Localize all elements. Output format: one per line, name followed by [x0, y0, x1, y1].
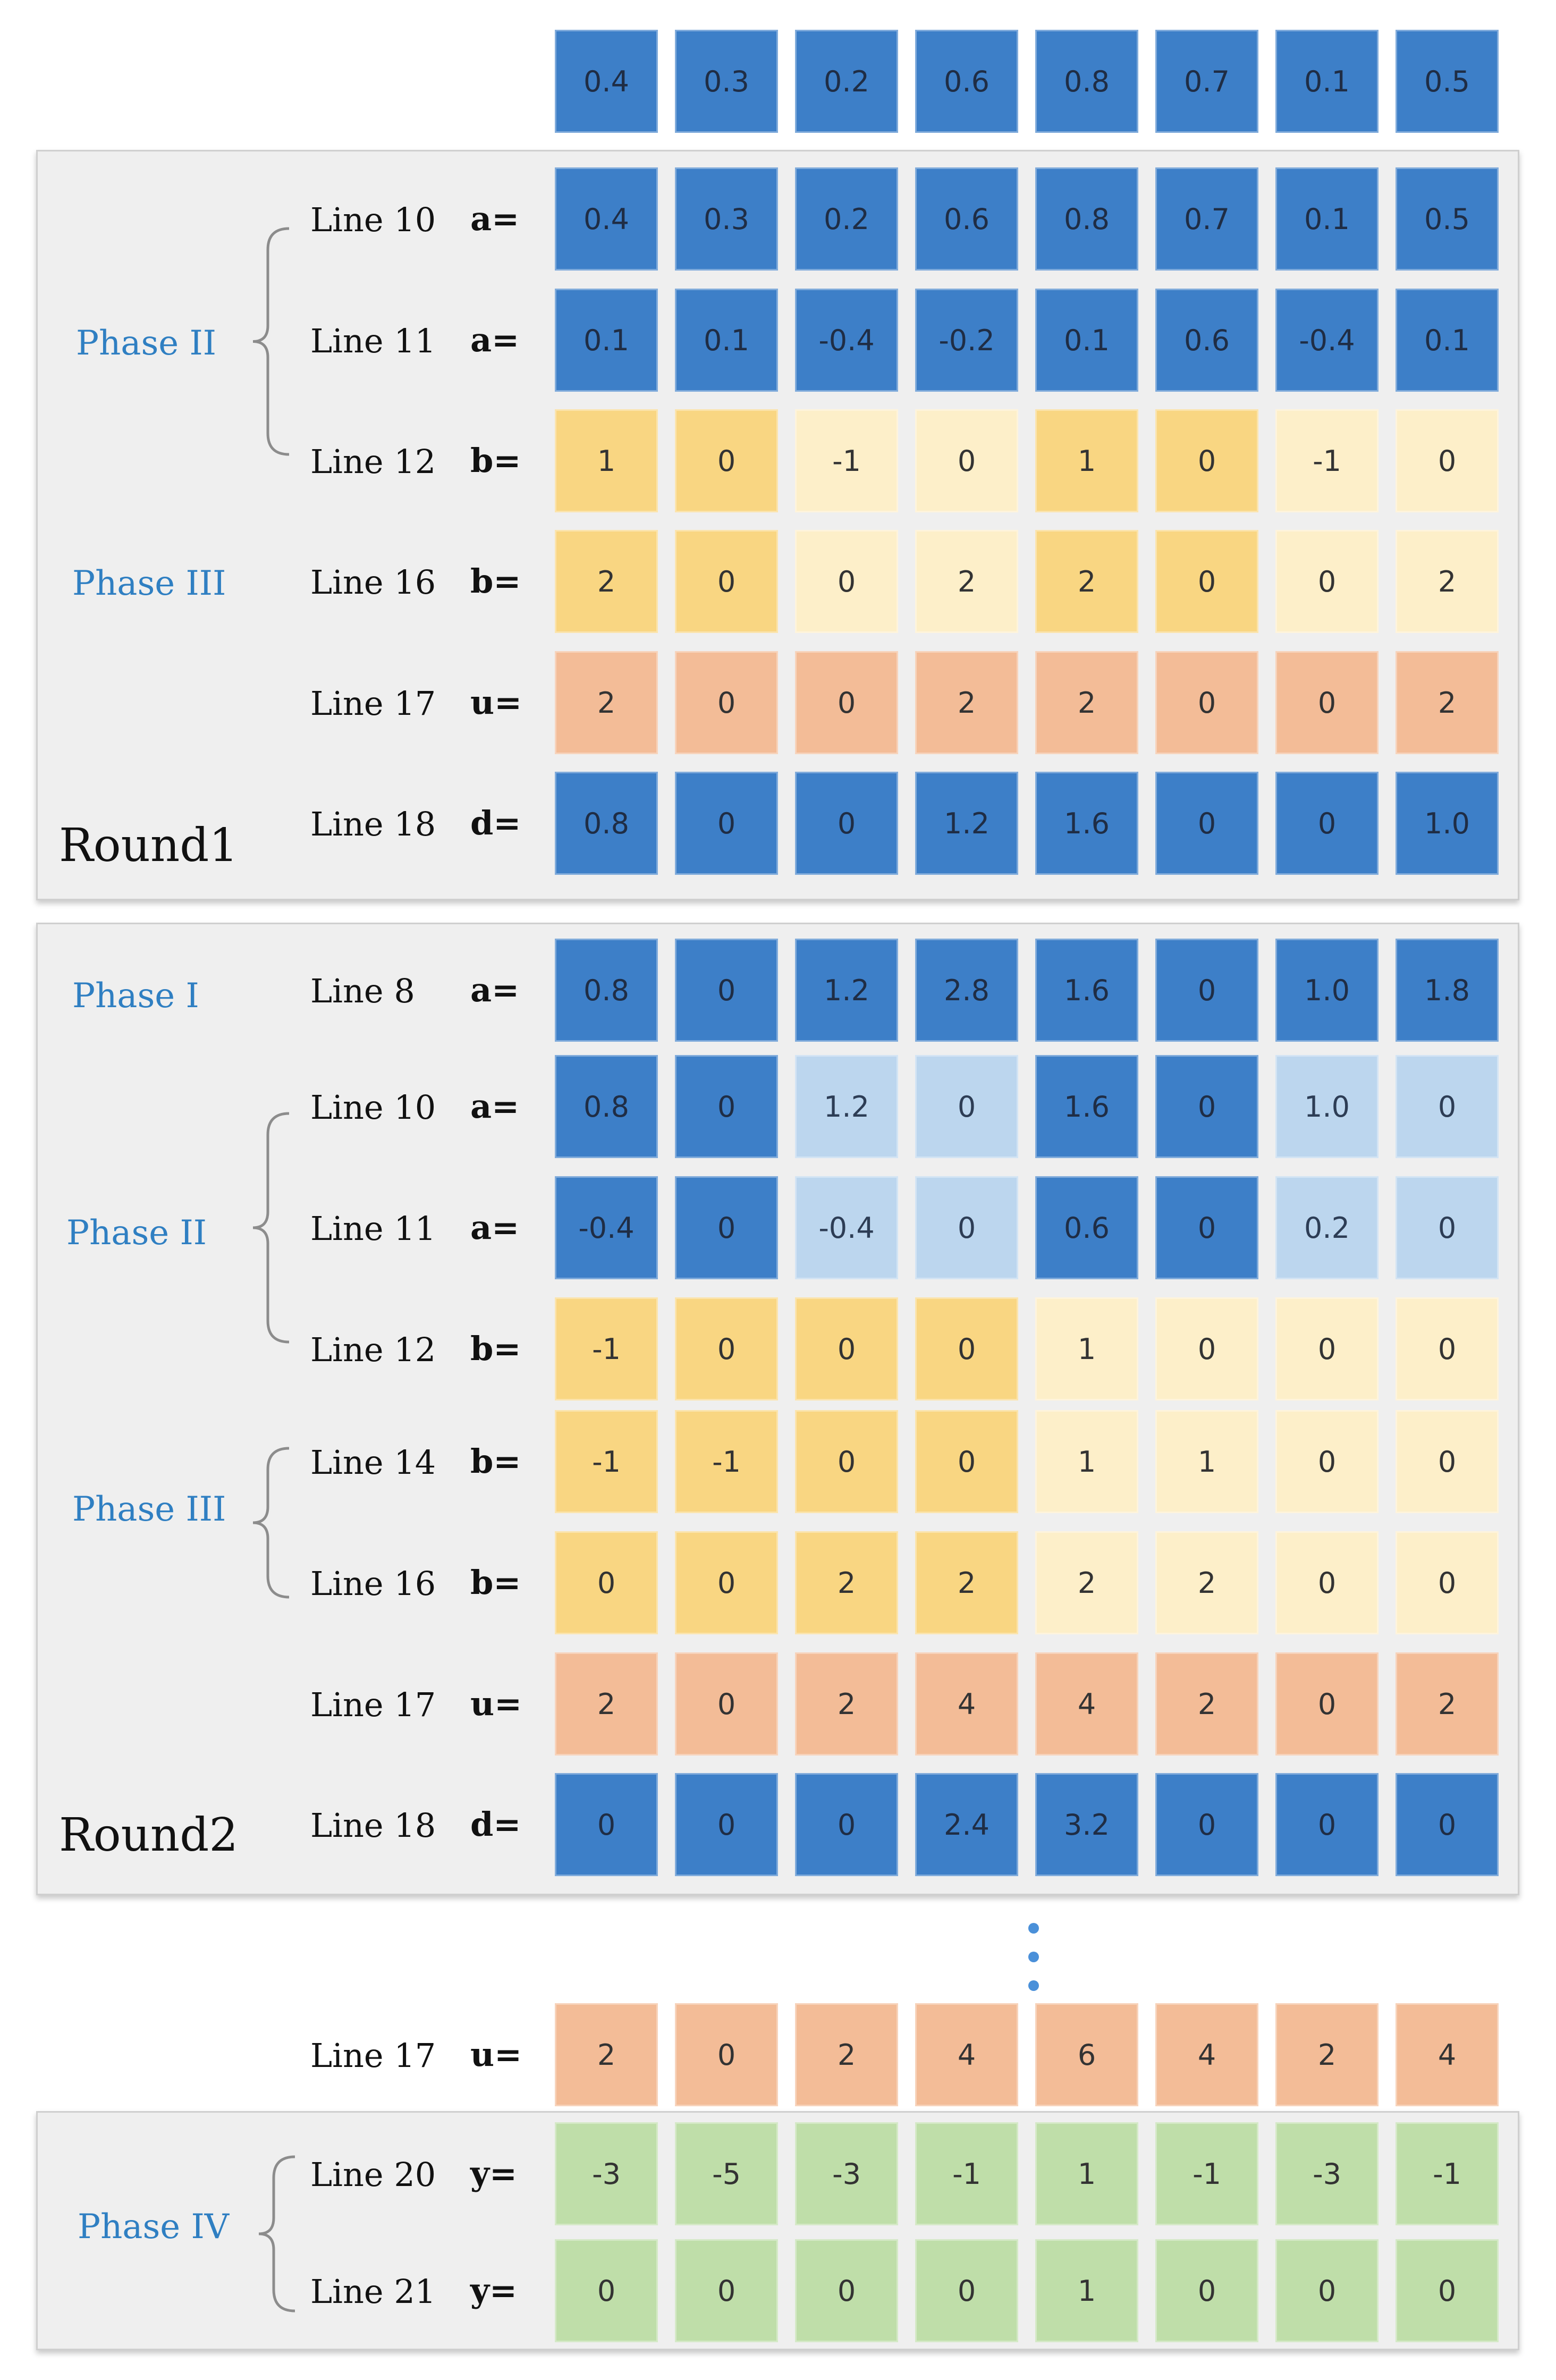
- value-cell: 0: [795, 772, 898, 875]
- value-cell: 2.4: [915, 1773, 1018, 1876]
- variable-label: b=: [470, 1442, 521, 1481]
- value-cell: 0: [1155, 1773, 1258, 1876]
- value-cell: 1.6: [1035, 772, 1138, 875]
- line-label: Line 17: [310, 2036, 436, 2075]
- line-label: Line 10: [310, 1088, 436, 1127]
- value-cell: 0.8: [1035, 30, 1138, 133]
- line-label: Line 21: [310, 2272, 436, 2311]
- line-label: Line 12: [310, 442, 436, 481]
- value-cell: 2: [1035, 1531, 1138, 1634]
- phase-label: Phase IV: [78, 2207, 229, 2247]
- value-cell: 0: [675, 409, 778, 512]
- value-cell: 0: [1396, 1176, 1499, 1279]
- variable-label: d=: [470, 1805, 521, 1844]
- value-cell: 0: [1275, 1773, 1379, 1876]
- value-cell: 0: [675, 530, 778, 633]
- value-cell: 1.6: [1035, 939, 1138, 1042]
- value-cell: 0: [915, 2239, 1018, 2342]
- value-cell: 0: [795, 1410, 898, 1513]
- value-cell: -1: [915, 2122, 1018, 2225]
- value-cell: 1: [555, 409, 658, 512]
- value-cell: 0: [915, 1297, 1018, 1400]
- value-cell: 0.2: [795, 167, 898, 271]
- value-cell: 0: [675, 651, 778, 754]
- value-cell: 0.8: [555, 1055, 658, 1158]
- value-cell: 2: [915, 530, 1018, 633]
- line-label: Line 16: [310, 1564, 436, 1603]
- value-cell: 0: [675, 772, 778, 875]
- value-cell: 0: [1396, 409, 1499, 512]
- phase-label: Phase II: [76, 324, 217, 363]
- value-cell: 1: [1035, 2239, 1138, 2342]
- value-cell: 1.2: [795, 1055, 898, 1158]
- dot: [1028, 1980, 1039, 1991]
- value-cell: 2: [555, 530, 658, 633]
- value-cell: -0.4: [555, 1176, 658, 1279]
- value-cell: 2: [1035, 651, 1138, 754]
- value-cell: 0.1: [1275, 167, 1379, 271]
- value-cell: 0: [1155, 1297, 1258, 1400]
- value-cell: 2: [795, 2003, 898, 2106]
- value-cell: 2: [555, 2003, 658, 2106]
- value-cell: 0.1: [1275, 30, 1379, 133]
- line-label: Line 18: [310, 1806, 436, 1845]
- value-cell: 4: [915, 1652, 1018, 1756]
- value-cell: 1.0: [1275, 939, 1379, 1042]
- variable-label: y=: [470, 2154, 517, 2193]
- value-cell: 0: [675, 2239, 778, 2342]
- value-cell: 0.1: [1035, 289, 1138, 392]
- dot: [1028, 1952, 1039, 1962]
- value-cell: -3: [1275, 2122, 1379, 2225]
- value-cell: 2: [1396, 530, 1499, 633]
- value-cell: 2: [915, 1531, 1018, 1634]
- value-cell: 0: [1396, 1410, 1499, 1513]
- value-cell: 2: [1035, 530, 1138, 633]
- value-cell: 0: [795, 2239, 898, 2342]
- value-cell: -1: [1155, 2122, 1258, 2225]
- line-label: Line 16: [310, 563, 436, 602]
- value-cell: 0.5: [1396, 30, 1499, 133]
- value-cell: 1.0: [1275, 1055, 1379, 1158]
- value-cell: 0: [555, 1531, 658, 1634]
- value-cell: 0: [1396, 1297, 1499, 1400]
- value-cell: 0: [1275, 1531, 1379, 1634]
- line-label: Line 20: [310, 2155, 436, 2194]
- value-cell: 0.8: [555, 939, 658, 1042]
- variable-label: b=: [470, 562, 521, 601]
- value-cell: 0: [1275, 651, 1379, 754]
- value-cell: 0: [675, 1055, 778, 1158]
- phase-label: Phase III: [72, 564, 226, 603]
- variable-label: a=: [470, 970, 520, 1009]
- dot: [1028, 1923, 1039, 1934]
- value-cell: 0: [675, 2003, 778, 2106]
- value-cell: 0: [675, 1176, 778, 1279]
- value-cell: -0.4: [795, 1176, 898, 1279]
- variable-label: b=: [470, 1329, 521, 1368]
- value-cell: 0: [675, 939, 778, 1042]
- value-cell: 1: [1035, 1297, 1138, 1400]
- line-label: Line 12: [310, 1330, 436, 1369]
- value-cell: 0: [675, 1773, 778, 1876]
- line-label: Line 11: [310, 322, 436, 360]
- value-cell: 1.2: [915, 772, 1018, 875]
- value-cell: 3.2: [1035, 1773, 1138, 1876]
- value-cell: 1.6: [1035, 1055, 1138, 1158]
- value-cell: 0.7: [1155, 167, 1258, 271]
- value-cell: 2: [1155, 1531, 1258, 1634]
- value-cell: 0: [1155, 530, 1258, 633]
- value-cell: 0: [915, 1176, 1018, 1279]
- brace-phase4: [268, 2157, 311, 2311]
- round-label: Round2: [59, 1809, 239, 1862]
- value-cell: 0: [795, 651, 898, 754]
- variable-label: a=: [470, 320, 520, 359]
- value-cell: 0: [1155, 2239, 1258, 2342]
- value-cell: -5: [675, 2122, 778, 2225]
- value-cell: 0.6: [915, 167, 1018, 271]
- value-cell: -1: [1275, 409, 1379, 512]
- line-label: Line 17: [310, 684, 436, 723]
- value-cell: 0: [915, 1410, 1018, 1513]
- value-cell: 0: [795, 530, 898, 633]
- value-cell: 0: [1155, 1176, 1258, 1279]
- value-cell: 0: [1396, 1531, 1499, 1634]
- value-cell: 0: [675, 1531, 778, 1634]
- brace-round2-phase3: [263, 1448, 305, 1597]
- value-cell: 0.4: [555, 167, 658, 271]
- variable-label: a=: [470, 199, 520, 238]
- value-cell: 0: [1155, 939, 1258, 1042]
- value-cell: 2: [1396, 651, 1499, 754]
- variable-label: u=: [470, 683, 522, 722]
- value-cell: 4: [1155, 2003, 1258, 2106]
- value-cell: 2.8: [915, 939, 1018, 1042]
- value-cell: 0.1: [555, 289, 658, 392]
- phase-label: Phase II: [66, 1213, 207, 1253]
- value-cell: 0.6: [1035, 1176, 1138, 1279]
- value-cell: -3: [555, 2122, 658, 2225]
- value-cell: 2: [555, 1652, 658, 1756]
- variable-label: a=: [470, 1087, 520, 1126]
- value-cell: 0: [1155, 651, 1258, 754]
- value-cell: 0: [1155, 772, 1258, 875]
- value-cell: 6: [1035, 2003, 1138, 2106]
- value-cell: -1: [675, 1410, 778, 1513]
- value-cell: 1: [1035, 1410, 1138, 1513]
- value-cell: 0.4: [555, 30, 658, 133]
- value-cell: 1.0: [1396, 772, 1499, 875]
- value-cell: 1: [1035, 409, 1138, 512]
- value-cell: 2: [795, 1652, 898, 1756]
- value-cell: 0.6: [915, 30, 1018, 133]
- value-cell: 0: [1155, 409, 1258, 512]
- value-cell: 0.7: [1155, 30, 1258, 133]
- value-cell: 0.2: [795, 30, 898, 133]
- value-cell: 2: [555, 651, 658, 754]
- value-cell: -1: [555, 1410, 658, 1513]
- value-cell: 1.8: [1396, 939, 1499, 1042]
- value-cell: 4: [915, 2003, 1018, 2106]
- value-cell: -3: [795, 2122, 898, 2225]
- line-label: Line 8: [310, 972, 415, 1010]
- value-cell: 0.3: [675, 167, 778, 271]
- value-cell: 0: [1396, 1055, 1499, 1158]
- value-cell: 0: [555, 1773, 658, 1876]
- value-cell: 0.2: [1275, 1176, 1379, 1279]
- value-cell: 0.6: [1155, 289, 1258, 392]
- variable-label: d=: [470, 804, 521, 842]
- value-cell: 0: [1396, 2239, 1499, 2342]
- value-cell: 0.1: [675, 289, 778, 392]
- value-cell: -1: [555, 1297, 658, 1400]
- line-label: Line 17: [310, 1685, 436, 1724]
- value-cell: 0.1: [1396, 289, 1499, 392]
- value-cell: 0: [1275, 1652, 1379, 1756]
- value-cell: -1: [795, 409, 898, 512]
- value-cell: 2: [1396, 1652, 1499, 1756]
- value-cell: 0: [915, 409, 1018, 512]
- value-cell: -1: [1396, 2122, 1499, 2225]
- value-cell: 1: [1035, 2122, 1138, 2225]
- value-cell: 0: [675, 1297, 778, 1400]
- value-cell: 0: [1396, 1773, 1499, 1876]
- line-label: Line 10: [310, 200, 436, 239]
- variable-label: b=: [470, 441, 521, 480]
- value-cell: 0: [915, 1055, 1018, 1158]
- value-cell: 0: [795, 1297, 898, 1400]
- value-cell: 0: [1275, 530, 1379, 633]
- variable-label: u=: [470, 1684, 522, 1723]
- value-cell: 0.8: [555, 772, 658, 875]
- round-label: Round1: [59, 819, 239, 872]
- phase-label: Phase I: [72, 976, 199, 1016]
- value-cell: 0: [1275, 2239, 1379, 2342]
- value-cell: 0: [1275, 1410, 1379, 1513]
- phase-label: Phase III: [72, 1490, 226, 1529]
- variable-label: y=: [470, 2271, 517, 2310]
- value-cell: 2: [1275, 2003, 1379, 2106]
- variable-label: u=: [470, 2035, 522, 2074]
- value-cell: 0.8: [1035, 167, 1138, 271]
- value-cell: 0: [1275, 772, 1379, 875]
- value-cell: -0.2: [915, 289, 1018, 392]
- value-cell: -0.4: [795, 289, 898, 392]
- brace-round1-phase2: [263, 229, 305, 454]
- variable-label: b=: [470, 1563, 521, 1602]
- value-cell: 0: [1155, 1055, 1258, 1158]
- variable-label: a=: [470, 1208, 520, 1247]
- line-label: Line 18: [310, 805, 436, 843]
- value-cell: 0.5: [1396, 167, 1499, 271]
- value-cell: 4: [1035, 1652, 1138, 1756]
- value-cell: 0.3: [675, 30, 778, 133]
- value-cell: 1: [1155, 1410, 1258, 1513]
- value-cell: -0.4: [1275, 289, 1379, 392]
- value-cell: 0: [1275, 1297, 1379, 1400]
- value-cell: 2: [795, 1531, 898, 1634]
- value-cell: 0: [675, 1652, 778, 1756]
- value-cell: 1.2: [795, 939, 898, 1042]
- line-label: Line 11: [310, 1209, 436, 1248]
- line-label: Line 14: [310, 1443, 436, 1482]
- value-cell: 2: [1155, 1652, 1258, 1756]
- value-cell: 0: [555, 2239, 658, 2342]
- brace-round2-phase2: [263, 1113, 305, 1342]
- value-cell: 0: [795, 1773, 898, 1876]
- value-cell: 4: [1396, 2003, 1499, 2106]
- value-cell: 2: [915, 651, 1018, 754]
